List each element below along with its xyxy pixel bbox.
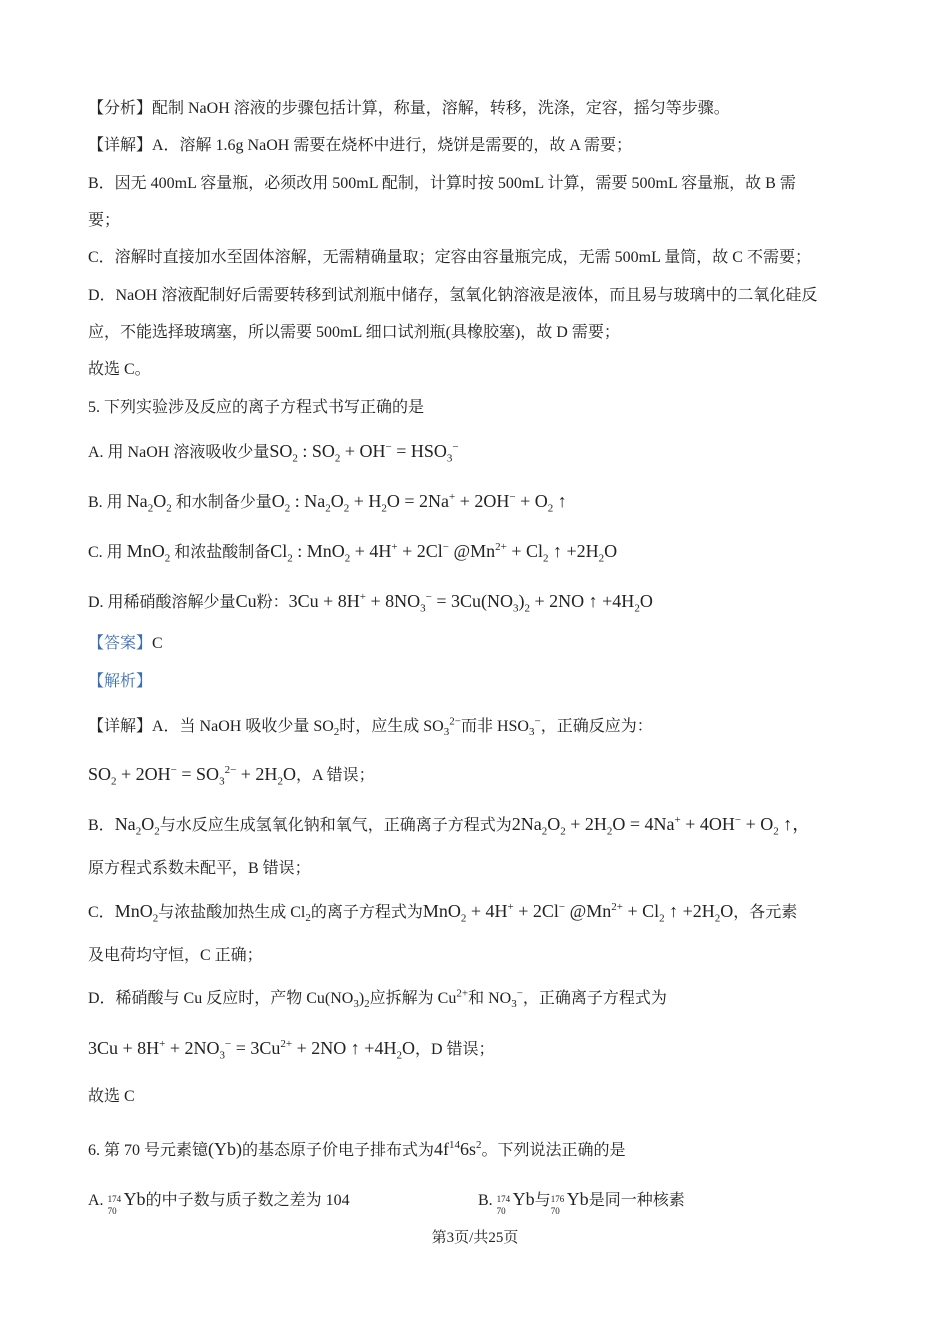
option-a-equation: $SO_2$ : $SO_2 + OH^- = HSO_3^-$ <box>269 441 459 465</box>
explain-c-equation: MnO$_2$ + 4H+ + 2Cl− $@Mn^{2+} + Cl_2$ ↑ $+2H_2O$ <box>422 901 734 925</box>
analysis-line: 【分析】配制 NaOH 溶液的步骤包括计算，称量，溶解，转移，洗涤，定容，摇匀等步骤。 <box>88 100 730 117</box>
final-choice: 故选 C <box>88 1088 135 1105</box>
question-5-option-d <box>88 590 870 614</box>
detail-line-d: D．NaOH 溶液配制好后需要转移到试剂瓶中储存，氢氧化钠溶液是液体，而且易与玻璃中的二氧化硅反 <box>88 287 818 304</box>
option-c-reagent: MnO$_2$ <box>126 541 171 565</box>
question-6-option-a <box>88 1188 350 1217</box>
q6b-suffix: 是同一种核素 <box>588 1192 685 1209</box>
explain-b-prefix: B． <box>88 817 115 834</box>
question-5-option-b <box>88 490 870 514</box>
explain-d-paren: ) <box>358 990 365 1007</box>
explain-a-mid: 时，应生成 SO <box>339 718 444 735</box>
explain-a-prefix: 【详解】A．当 NaOH 吸收少量 SO <box>88 718 334 735</box>
question-5-option-c <box>88 540 870 564</box>
question-6-option-b <box>478 1188 685 1217</box>
option-d-text: D. 用稀硝酸溶解少量 <box>88 594 236 611</box>
q6b-prefix: B. <box>478 1192 493 1209</box>
option-d-reagent: Cu <box>235 591 257 611</box>
q6a-suffix: 的中子数与质子数之差为 104 <box>145 1192 350 1209</box>
option-c-mid: 和浓盐酸制备 <box>174 544 271 561</box>
detail-line-d-cont: 应，不能选择玻璃塞，所以需要 500mL 细口试剂瓶(具橡胶塞)，故 D 需要； <box>88 324 620 341</box>
explain-d-equation-line <box>88 1037 870 1061</box>
option-b-text: B. 用 <box>88 494 123 511</box>
explain-a-line: 【详解】A．当 NaOH 吸收少量 $SO_2$时，应生成 $SO_3^{2-}$而非 $HSO_3^-$，正确反应为： <box>88 715 653 739</box>
answer-value: C <box>152 635 163 652</box>
q6-config: $4f^{14}6s^2$ <box>434 1139 482 1159</box>
q6-prefix: 6. 第 70 号元素镱 <box>88 1142 209 1159</box>
explain-d-equation: $3Cu + 8H^+ + 2NO_3^- = 3Cu^{2+} + 2NO$ ↑ $+4H_2O$ <box>88 1038 415 1062</box>
explain-c-mid: 与浓盐酸加热生成 Cl <box>158 904 306 921</box>
explain-b-mid: 与水反应生成氢氧化钠和氧气，正确离子方程式为 <box>159 817 512 834</box>
isotope-174-notation-b: 174 70 <box>496 1194 511 1217</box>
explain-c-suffix: ，各元素 <box>733 904 798 921</box>
detail-line-c: C．溶解时直接加水至固体溶解，无需精确量取；定容由容量瓶完成，无需 500mL 量筒，故 C 不需要； <box>88 249 811 266</box>
explain-b-reagent: $Na_2O_2$ <box>114 814 160 838</box>
explain-a-suffix: ，正确反应为： <box>540 718 653 735</box>
explain-c-reagent: MnO$_2$ <box>114 901 159 925</box>
detail-line-b: B．因无 400mL 容量瓶，必须改用 500mL 配制，计算时按 500mL 计算，需要 500mL 容量瓶，故 B 需 <box>88 175 796 192</box>
question-5-stem: 5. 下列实验涉及反应的离子方程式书写正确的是 <box>88 399 425 416</box>
detail-line-b-cont: 要； <box>88 212 121 229</box>
q6-mid: 的基态原子价电子排布式为 <box>242 1142 435 1159</box>
page-footer: 第3页/共25页 <box>431 1230 519 1246</box>
explain-c-mid2: 的离子方程式为 <box>310 904 423 921</box>
explain-c-prefix: C． <box>88 904 115 921</box>
option-b-equation: $O_2$ : $Na_2O_2 + H_2O = 2Na^+ + 2OH^- + O_2$ ↑ <box>271 491 567 515</box>
explain-d-mid2: 应拆解为 Cu <box>369 990 457 1007</box>
explain-a-mid2: 而非 HSO <box>460 718 529 735</box>
explain-d-mid3: 和 NO <box>468 990 512 1007</box>
option-d-mid: 粉： <box>256 594 289 611</box>
option-b-reagent: $Na_2O_2$ <box>126 491 172 515</box>
q6a-prefix: A. <box>88 1192 104 1209</box>
explain-c-line: C．MnO$_2$与浓盐酸加热生成 $Cl_2$的离子方程式为MnO$_2$ + 4H+ + 2Cl− $@Mn^{2+} + Cl_2$ ↑ $+2H_2O$，各元素 <box>88 901 798 925</box>
answer-line <box>88 633 870 655</box>
explain-c-verdict: 及电荷均守恒，C 正确； <box>88 947 263 964</box>
option-d-equation: $3Cu + 8H^+ + 8NO_3^- = 3Cu(NO_3)_2 + 2NO$ ↑ $+4H_2O$ <box>288 591 653 615</box>
explain-d-suffix: ，正确离子方程式为 <box>522 990 667 1007</box>
question-5-option-a <box>88 440 870 464</box>
explain-d-line: D．稀硝酸与 Cu 反应时，产物 $Cu(NO_3)_2$应拆解为 $Cu^{2+}$和 $NO_3^-$，正确离子方程式为 <box>88 987 667 1011</box>
explain-a-equation-line <box>88 763 870 787</box>
q6a-symbol: Yb <box>123 1189 146 1209</box>
answer-tag: 【答案】 <box>88 635 153 652</box>
explain-b-line <box>88 813 870 837</box>
q6b-symbol-1: Yb <box>512 1189 535 1209</box>
analysis-tag: 【解析】 <box>88 673 153 690</box>
isotope-174-notation: 174 70 <box>107 1194 122 1217</box>
explain-b-equation: $2Na_2O_2 + 2H_2O = 4Na^+ + 4OH^- + O_2$ ↑， <box>511 814 811 838</box>
explain-b-verdict: 原方程式系数未配平，B 错误； <box>88 860 311 877</box>
option-c-equation: $Cl_2$ : MnO$_2$ + 4H+ + 2Cl− $@Mn^{2+} + Cl_2$ ↑ $+2H_2O$ <box>270 541 618 565</box>
explain-a-verdict: ，A 错误； <box>295 767 375 784</box>
option-b-mid: 和水制备少量 <box>175 494 272 511</box>
q6b-symbol-2: Yb <box>566 1189 589 1209</box>
conclusion-line: 故选 C。 <box>88 361 151 378</box>
question-6-stem <box>88 1138 870 1162</box>
explain-a-equation: $SO_2 + 2OH^- = SO_3^{2-} + 2H_2O$ <box>88 764 296 788</box>
explain-d-prefix: D．稀硝酸与 Cu 反应时，产物 Cu(NO <box>88 990 354 1007</box>
detail-line-a: 【详解】A．溶解 1.6g NaOH 需要在烧杯中进行，烧饼是需要的，故 A 需要； <box>88 137 632 154</box>
q6b-mid: 与 <box>534 1192 551 1209</box>
isotope-176-notation: 176 70 <box>550 1194 565 1217</box>
option-c-text: C. 用 <box>88 544 123 561</box>
q6-suffix: 。下列说法正确的是 <box>481 1142 626 1159</box>
option-a-text: A. 用 NaOH 溶液吸收少量 <box>88 444 270 461</box>
q6-element: (Yb) <box>208 1139 243 1159</box>
explain-d-verdict: ，D 错误； <box>414 1041 495 1058</box>
